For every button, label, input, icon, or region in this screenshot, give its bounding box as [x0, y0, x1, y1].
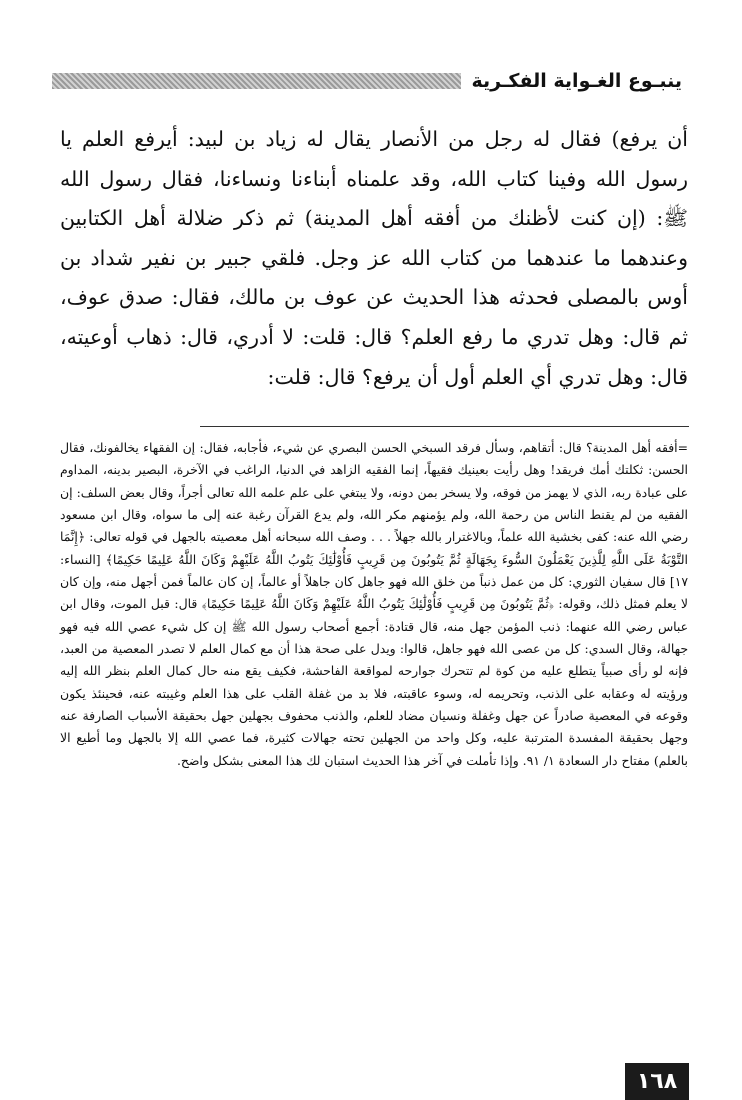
- main-text-block: [60, 120, 688, 397]
- footnote-separator: [200, 426, 689, 427]
- page-number-badge: [625, 1063, 689, 1100]
- footnote-paragraph: =أفقه أهل المدينة؟ قال: أتقاهم، وسأل فرقد السبخي الحسن البصري عن شيء، فأجابه، فقال: إن الفقهاء يخالفونك، فقال الحسن: ثكلتك أمك فريقد! وهل رأيت بعينيك فقيهاً، إنما الفقيه الزاهد في الدنيا، الراغب في الآخرة، البصير بدينه، المداوم على عبادة ربه، الذي لا يهمز من فوقه، ولا يسخر بمن دونه، ولا يبتغي على علم علمه الله تعالى أجراً، وقال بعض السلف: إن الفقيه من لم يقنط الناس من رحمة الله، ولم يؤمنهم مكر الله، ولم يدع القرآن رغبة عنه إلى ما سواه، وقال ابن مسعود رضي الله عنه: كفى بخشية الله علماً، وبالاغترار بالله جهلاً . . . وصف الله سبحانه أهل معصيته بالجهل في قوله تعالى: ﴿إِنَّمَا التَّوْبَةُ عَلَى اللَّهِ لِلَّذِينَ يَعْمَلُونَ السُّوءَ بِجَهَالَةٍ ثُمَّ يَتُوبُونَ مِن قَرِيبٍ فَأُوْلَٰئِكَ يَتُوبُ اللَّهُ عَلَيْهِمْ وَكَانَ اللَّهُ عَلِيمًا حَكِيمًا﴾ [النساء: ١٧] قال سفيان الثوري: كل من عمل ذنباً من خلق الله فهو جاهل كان جاهلاً أو عالماً، إن كان عالماً فمن أجهل منه، وإن كان لا يعلم فمثل ذلك، وقوله: ﴿ثُمَّ يَتُوبُونَ مِن قَرِيبٍ فَأُوْلَٰئِكَ يَتُوبُ اللَّهُ عَلَيْهِمْ وَكَانَ اللَّهُ عَلِيمًا حَكِيمًا﴾ قال: قبل الموت، وقال ابن عباس رضي الله عنهما: ذنب المؤمن جهل منه، قال قتادة: أجمع أصحاب رسول الله ﷺ إن كل شيء عصي الله فيه فهو جهالة، وقال السدي: كل من عصى الله فهو جاهل، قالوا: ويدل على صحة هذا أن مع كمال العلم لا تصدر المعصية من العبد، فإنه لو رأى صبياً يتطلع عليه من كوة لم تتحرك جوارحه لمواقعة الفاحشة، فكيف يقع منه حال كمال العلم بنظر الله إليه ورؤيته له وعقابه على الذنب، وتحريمه له، وسوء عاقبته، فلا بد من غفلة القلب على هذا العلم وغيبته عنه، فحينئذ يكون وقوعه في المعصية صادراً عن جهل وغفلة ونسيان مضاد للعلم، والذنب محفوف بجهلين جهل بحقيقة الأسباب الصارفة عنه وجهل بحقيقة المفسدة المترتبة عليه، وكل واحد من الجهلين تحته جهالات كثيرة، فما عصي الله إلا بالجهل وما أطيع الا بالعلم) مفتاح دار السعادة ١/ ٩١. وإذا تأملت في آخر هذا الحديث استبان لك هذا المعنى بشكل واضح.: [60, 440, 688, 768]
- running-header: [52, 68, 682, 94]
- header-decorative-band: [52, 73, 461, 89]
- header-title: ينبـوع الغـواية الفكـرية: [471, 70, 682, 92]
- footnote-block: [60, 437, 688, 772]
- page-number: ١٦٨: [636, 1069, 678, 1094]
- main-paragraph: أن يرفع) فقال له رجل من الأنصار يقال له زياد بن لبيد: أيرفع العلم يا رسول الله وفينا كتاب الله، وقد علمناه أبناءنا ونساءنا، فقال رسول الله ﷺ: (إن كنت لأظنك من أفقه أهل المدينة) ثم ذكر ضلالة أهل الكتابين وعندهما ما عندهما من كتاب الله عز وجل. فلقي جبير بن نفير شداد بن أوس بالمصلى فحدثه هذا الحديث عن عوف بن مالك، فقال: صدق عوف، ثم قال: وهل تدري ما رفع العلم؟ قال: قلت: لا أدري، قال: ذهاب أوعيته، قال: وهل تدري أي العلم أول أن يرفع؟ قال: قلت:: [60, 127, 688, 389]
